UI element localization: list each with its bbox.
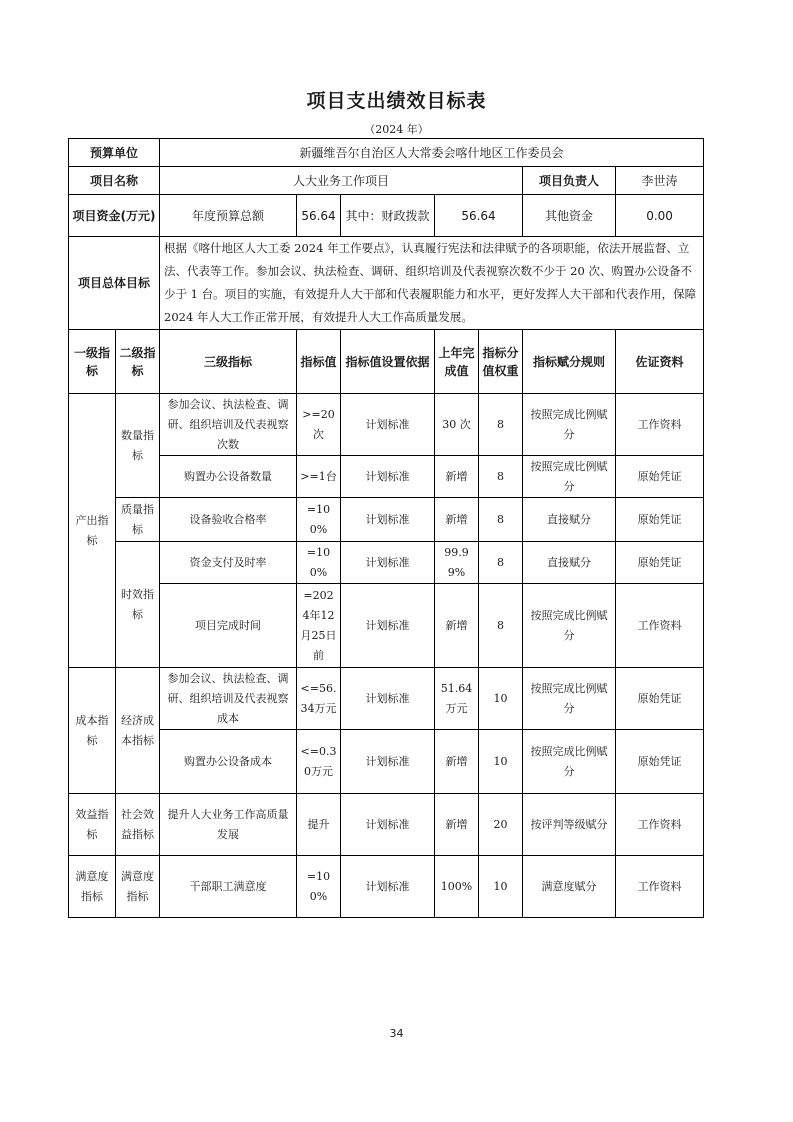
table-row bbox=[69, 668, 704, 730]
annual-value: 56.64 bbox=[297, 195, 341, 237]
indicator-name: 提升人大业务工作高质量发展 bbox=[160, 794, 297, 856]
annual-label: 年度预算总额 bbox=[160, 195, 297, 237]
goal-row bbox=[69, 237, 704, 330]
fiscal-label: 其中：财政拨款 bbox=[341, 195, 435, 237]
page-number: 34 bbox=[389, 1027, 404, 1040]
group-quantity: 数量指标 bbox=[116, 394, 160, 498]
indicator-value: <=56.34万元 bbox=[297, 668, 341, 730]
indicator-prev: 新增 bbox=[435, 456, 479, 498]
indicator-prev: 新增 bbox=[435, 730, 479, 794]
indicator-prev: 新增 bbox=[435, 584, 479, 668]
indicator-prev: 新增 bbox=[435, 794, 479, 856]
indicator-weight: 8 bbox=[479, 584, 523, 668]
indicator-weight: 8 bbox=[479, 542, 523, 584]
indicator-weight: 10 bbox=[479, 668, 523, 730]
table-row bbox=[69, 794, 704, 856]
group-cost: 成本指标 bbox=[69, 668, 116, 794]
table-row bbox=[69, 856, 704, 918]
indicator-evidence: 原始凭证 bbox=[616, 730, 704, 794]
indicator-name: 参加会议、执法检查、调研、组织培训及代表视察次数 bbox=[160, 394, 297, 456]
group-satisfaction-sub: 满意度指标 bbox=[116, 856, 160, 918]
unit-value: 新疆维吾尔自治区人大常委会喀什地区工作委员会 bbox=[160, 139, 704, 167]
other-value: 0.00 bbox=[616, 195, 704, 237]
table-row bbox=[69, 394, 704, 456]
indicator-rule: 按照完成比例赋分 bbox=[523, 668, 616, 730]
col-weight: 指标分值权重 bbox=[479, 330, 523, 394]
page-title: 项目支出绩效目标表 bbox=[306, 90, 487, 112]
unit-row bbox=[69, 139, 704, 167]
goal-text: 根据《喀什地区人大工委 2024 年工作要点》，认真履行宪法和法律赋予的各项职能，依法开展监督、立法、代表等工作。参加会议、执法检查、调研、组织培训及代表视察次数不少于 20 次、购置办公设备不少于 1 台。项目的实施，有效提升人大干部和代表履职能力和水平，更好发挥人大干部和代表作用，保障 2024 年人大工作正常开展，有效提升人大工作高质量发展。 bbox=[160, 237, 704, 330]
table-row bbox=[69, 456, 704, 498]
table-row bbox=[69, 584, 704, 668]
indicator-rule: 直接赋分 bbox=[523, 542, 616, 584]
col-level2: 二级指标 bbox=[116, 330, 160, 394]
indicator-prev: 100% bbox=[435, 856, 479, 918]
indicator-value: =100% bbox=[297, 856, 341, 918]
indicator-evidence: 原始凭证 bbox=[616, 456, 704, 498]
indicator-value: >=1台 bbox=[297, 456, 341, 498]
indicator-weight: 10 bbox=[479, 856, 523, 918]
col-rule: 指标赋分规则 bbox=[523, 330, 616, 394]
indicator-rule: 按评判等级赋分 bbox=[523, 794, 616, 856]
indicator-evidence: 原始凭证 bbox=[616, 668, 704, 730]
group-output: 产出指标 bbox=[69, 394, 116, 668]
indicator-name: 参加会议、执法检查、调研、组织培训及代表视察成本 bbox=[160, 668, 297, 730]
indicator-evidence: 原始凭证 bbox=[616, 498, 704, 542]
project-row bbox=[69, 167, 704, 195]
group-timeliness: 时效指标 bbox=[116, 542, 160, 668]
table-row bbox=[69, 498, 704, 542]
indicator-prev: 30 次 bbox=[435, 394, 479, 456]
project-value: 人大业务工作项目 bbox=[160, 167, 523, 195]
indicator-value: =100% bbox=[297, 542, 341, 584]
group-economic-cost: 经济成本指标 bbox=[116, 668, 160, 794]
col-level1: 一级指标 bbox=[69, 330, 116, 394]
indicator-name: 干部职工满意度 bbox=[160, 856, 297, 918]
goal-label: 项目总体目标 bbox=[69, 237, 160, 330]
col-evidence: 佐证资料 bbox=[616, 330, 704, 394]
group-quality: 质量指标 bbox=[116, 498, 160, 542]
owner-value: 李世涛 bbox=[616, 167, 704, 195]
indicator-basis: 计划标准 bbox=[341, 584, 435, 668]
table-row bbox=[69, 730, 704, 794]
indicator-name: 项目完成时间 bbox=[160, 584, 297, 668]
indicator-weight: 20 bbox=[479, 794, 523, 856]
indicator-basis: 计划标准 bbox=[341, 730, 435, 794]
indicator-rule: 按照完成比例赋分 bbox=[523, 456, 616, 498]
indicator-evidence: 工作资料 bbox=[616, 394, 704, 456]
col-level3: 三级指标 bbox=[160, 330, 297, 394]
indicator-name: 购置办公设备数量 bbox=[160, 456, 297, 498]
indicator-weight: 10 bbox=[479, 730, 523, 794]
indicator-value: =100% bbox=[297, 498, 341, 542]
indicator-rule: 满意度赋分 bbox=[523, 856, 616, 918]
indicator-basis: 计划标准 bbox=[341, 542, 435, 584]
other-label: 其他资金 bbox=[523, 195, 616, 237]
unit-label: 预算单位 bbox=[69, 139, 160, 167]
col-prev: 上年完成值 bbox=[435, 330, 479, 394]
indicator-rule: 直接赋分 bbox=[523, 498, 616, 542]
funds-label: 项目资金(万元) bbox=[69, 195, 160, 237]
indicator-value: =2024年12月25日前 bbox=[297, 584, 341, 668]
indicator-evidence: 工作资料 bbox=[616, 856, 704, 918]
indicator-value: 提升 bbox=[297, 794, 341, 856]
col-value: 指标值 bbox=[297, 330, 341, 394]
indicator-weight: 8 bbox=[479, 498, 523, 542]
project-label: 项目名称 bbox=[69, 167, 160, 195]
owner-label: 项目负责人 bbox=[523, 167, 616, 195]
indicator-rule: 按照完成比例赋分 bbox=[523, 584, 616, 668]
table-row bbox=[69, 542, 704, 584]
indicator-value: >=20次 bbox=[297, 394, 341, 456]
indicator-evidence: 原始凭证 bbox=[616, 542, 704, 584]
indicator-name: 资金支付及时率 bbox=[160, 542, 297, 584]
indicator-evidence: 工作资料 bbox=[616, 584, 704, 668]
indicator-basis: 计划标准 bbox=[341, 498, 435, 542]
indicator-basis: 计划标准 bbox=[341, 456, 435, 498]
indicator-prev: 新增 bbox=[435, 498, 479, 542]
performance-table bbox=[68, 138, 704, 918]
indicator-name: 购置办公设备成本 bbox=[160, 730, 297, 794]
indicator-value: <=0.30万元 bbox=[297, 730, 341, 794]
year-label: （2024 年） bbox=[364, 123, 429, 136]
fiscal-value: 56.64 bbox=[435, 195, 523, 237]
indicator-basis: 计划标准 bbox=[341, 668, 435, 730]
indicator-prev: 51.64万元 bbox=[435, 668, 479, 730]
indicator-rule: 按照完成比例赋分 bbox=[523, 394, 616, 456]
indicator-weight: 8 bbox=[479, 394, 523, 456]
indicator-weight: 8 bbox=[479, 456, 523, 498]
group-satisfaction: 满意度指标 bbox=[69, 856, 116, 918]
indicator-evidence: 工作资料 bbox=[616, 794, 704, 856]
group-social-benefit: 社会效益指标 bbox=[116, 794, 160, 856]
indicator-basis: 计划标准 bbox=[341, 856, 435, 918]
column-header-row bbox=[69, 330, 704, 394]
funds-row bbox=[69, 195, 704, 237]
indicator-rule: 按照完成比例赋分 bbox=[523, 730, 616, 794]
col-basis: 指标值设置依据 bbox=[341, 330, 435, 394]
indicator-basis: 计划标准 bbox=[341, 794, 435, 856]
indicator-name: 设备验收合格率 bbox=[160, 498, 297, 542]
indicator-prev: 99.99% bbox=[435, 542, 479, 584]
indicator-basis: 计划标准 bbox=[341, 394, 435, 456]
group-benefit: 效益指标 bbox=[69, 794, 116, 856]
